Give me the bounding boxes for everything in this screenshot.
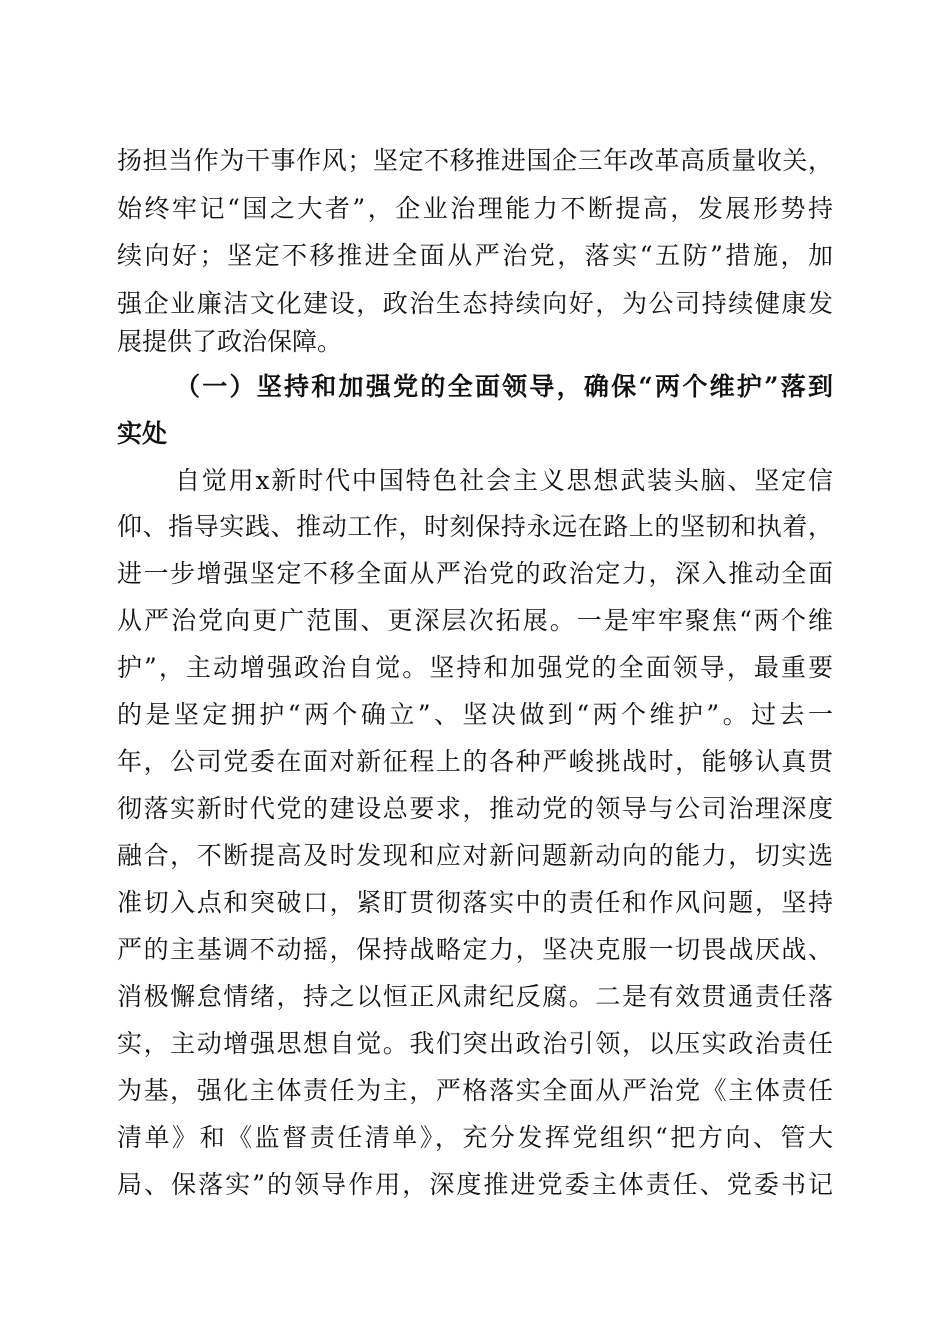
paragraph-1-line-3: 续向好；坚定不移推进全面从严治党，落实“五防”措施，加 xyxy=(117,241,833,270)
paragraph-2-line-11: 严的主基调不动摇，保持战略定力，坚决克服一切畏战厌战、 xyxy=(117,935,833,964)
paragraph-2-line-16: 局、保落实”的领导作用，深度推进党委主体责任、党委书记 xyxy=(117,1170,833,1199)
paragraph-2-line-8: 彻落实新时代党的建设总要求，推动党的领导与公司治理深度 xyxy=(117,794,833,823)
paragraph-2-line-7: 年，公司党委在面对新征程上的各种严峻挑战时，能够认真贯 xyxy=(117,747,833,776)
section-heading-line-1: （一）坚持和加强党的全面领导，确保“两个维护”落到 xyxy=(175,372,833,401)
paragraph-2-line-4: 从严治党向更广范围、更深层次拓展。一是牢牢聚焦“两个维 xyxy=(117,606,833,635)
paragraph-1-line-5: 展提供了政治保障。 xyxy=(117,327,343,356)
paragraph-1-line-1: 扬担当作为干事作风；坚定不移推进国企三年改革高质量收关， xyxy=(117,146,833,175)
paragraph-1-line-4: 强企业廉洁文化建设，政治生态持续向好，为公司持续健康发 xyxy=(117,289,833,318)
paragraph-2-line-15: 清单》和《监督责任清单》，充分发挥党组织“把方向、管大 xyxy=(117,1123,833,1152)
paragraph-2-line-13: 实，主动增强思想自觉。我们突出政治引领，以压实政治责任 xyxy=(117,1029,833,1058)
section-heading-line-2: 实处 xyxy=(117,419,168,448)
paragraph-2-line-1: 自觉用x新时代中国特色社会主义思想武装头脑、坚定信 xyxy=(175,466,833,495)
paragraph-2-line-3: 进一步增强坚定不移全面从严治党的政治定力，深入推动全面 xyxy=(117,559,833,588)
paragraph-2-line-2: 仰、指导实践、推动工作，时刻保持永远在路上的坚韧和执着， xyxy=(117,512,833,541)
paragraph-2-line-6: 的是坚定拥护“两个确立”、坚决做到“两个维护”。过去一 xyxy=(117,700,833,729)
paragraph-2-line-12: 消极懈怠情绪，持之以恒正风肃纪反腐。二是有效贯通责任落 xyxy=(117,982,833,1011)
paragraph-2-line-14: 为基，强化主体责任为主，严格落实全面从严治党《主体责任 xyxy=(117,1076,833,1105)
paragraph-2-line-5: 护”，主动增强政治自觉。坚持和加强党的全面领导，最重要 xyxy=(117,653,833,682)
paragraph-2-line-9: 融合，不断提高及时发现和应对新问题新动向的能力，切实选 xyxy=(117,841,833,870)
paragraph-1-line-2: 始终牢记“国之大者”，企业治理能力不断提高，发展形势持 xyxy=(117,194,833,223)
paragraph-2-line-10: 准切入点和突破口，紧盯贯彻落实中的责任和作风问题，坚持 xyxy=(117,888,833,917)
